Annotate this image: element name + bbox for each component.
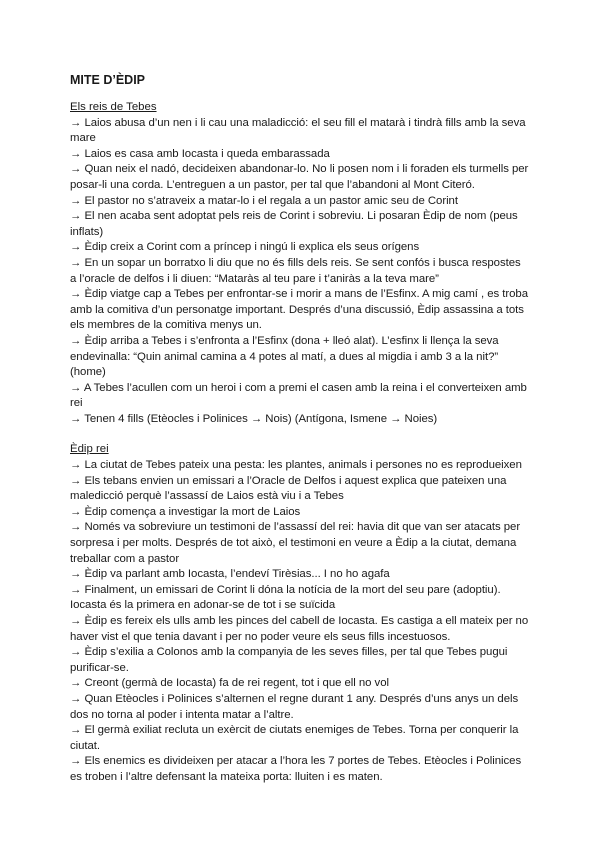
section-heading: Èdip rei	[70, 443, 109, 456]
list-item: → Finalment, un emissari de Corint li dóna la notícia de la mort del seu pare (adoptiu). Iocasta és la primera en adonar-se de tot i se suïcida	[70, 583, 501, 612]
list-item: → Creont (germà de Iocasta) fa de rei regent, tot i que ell no vol	[70, 677, 389, 690]
list-item: → Laios abusa d’un nen i li cau una maladicció: el seu fill el matarà i tindrà fills amb la seva mare	[70, 116, 526, 145]
list-item: → Quan neix el nadó, decideixen abandonar-lo. No li posen nom i li foraden els turmells per posar-li una corda. L’entreguen a un pastor, per tal que l’abandoni al Mont Citeró.	[70, 163, 529, 191]
list-item: → Els tebans envien un emissari a l’Oracle de Delfos i aquest explica que pateixen una maledicció perquè l’assassí de Laios està viu i a Tebes	[70, 474, 507, 503]
section-reis-de-tebes	[70, 100, 530, 427]
list-item: → El germà exiliat recluta un exèrcit de ciutats enemiges de Tebes. Torna per conquerir la ciutat.	[70, 724, 519, 752]
section-heading: Els reis de Tebes	[70, 101, 157, 113]
list-item: → Quan Etèocles i Polinices s’alternen el regne durant 1 any. Després d’uns anys un dels dos no torna al poder i intenta matar a l’altre.	[70, 692, 519, 721]
list-item: → Èdip va parlant amb Iocasta, l’endeví Tirèsias... I no ho agafa	[70, 568, 390, 581]
list-item: → Èdip arriba a Tebes i s’enfronta a l’Esfinx (dona + lleó alat). L’esfinx li llença la seva endevinalla: “Quin animal camina a 4 potes al matí, a dues al migdia i amb 3 a la nit?” (home)	[70, 334, 499, 379]
list-item: → Èdip viatge cap a Tebes per enfrontar-se i morir a mans de l’Esfinx. A mig camí , es troba amb la comitiva d’un personatge important. Després d’una discussió, Èdip assassina a tots els membres de la comitiva menys un.	[70, 288, 528, 332]
list-item: → Èdip comença a investigar la mort de Laios	[70, 505, 301, 518]
list-item: → El pastor no s’atraveix a matar-lo i el regala a un pastor amic seu de Corint	[70, 194, 458, 207]
section-edip-rei	[70, 442, 530, 785]
list-item: → La ciutat de Tebes pateix una pesta: les plantes, animals i persones no es reprodueixen	[70, 459, 522, 472]
list-item: → Èdip es fereix els ulls amb les pinces del cabell de Iocasta. Es castiga a ell mateix per no haver vist el que tenia davant i per no poder veure els seus fills incestuosos.	[70, 615, 529, 643]
list-item: → Èdip s’exilia a Colonos amb la companyia de les seves filles, per tal que Tebes pugui purificar-se.	[70, 646, 508, 674]
page-title: MITE D’ÈDIP	[70, 73, 146, 87]
list-item: → Laios es casa amb Iocasta i queda embarassada	[70, 147, 330, 160]
list-item: → Tenen 4 fills (Etèocles i Polinices → Nois) (Antígona, Ismene → Noies)	[70, 412, 438, 425]
list-item: → A Tebes l’acullen com un heroi i com a premi el casen amb la reina i el converteixen amb rei	[70, 381, 527, 410]
list-item: → El nen acaba sent adoptat pels reis de Corint i sobreviu. Li posaran Èdip de nom (peus inflats)	[70, 210, 518, 238]
list-item: → Els enemics es divideixen per atacar a l’hora les 7 portes de Tebes. Etèocles i Polinices es troben i l’altre defensant la mateixa porta: lluiten i es maten.	[70, 755, 522, 783]
list-item: → Només va sobreviure un testimoni de l’assassí del rei: havia dit que van ser atacats per sorpresa i per molts. Després de tot això, el testimoni en veure a Èdip a la ciutat, demana treballar com a pastor	[70, 521, 521, 565]
list-item: → Èdip creix a Corint com a príncep i ningú li explica els seus orígens	[70, 241, 420, 254]
list-item: → En un sopar un borratxo li diu que no és fills dels reis. Se sent confós i busca respostes a l’oracle de delfos i li diuen: “Mataràs al teu pare i t’aniràs a la teva mare”	[70, 256, 521, 285]
